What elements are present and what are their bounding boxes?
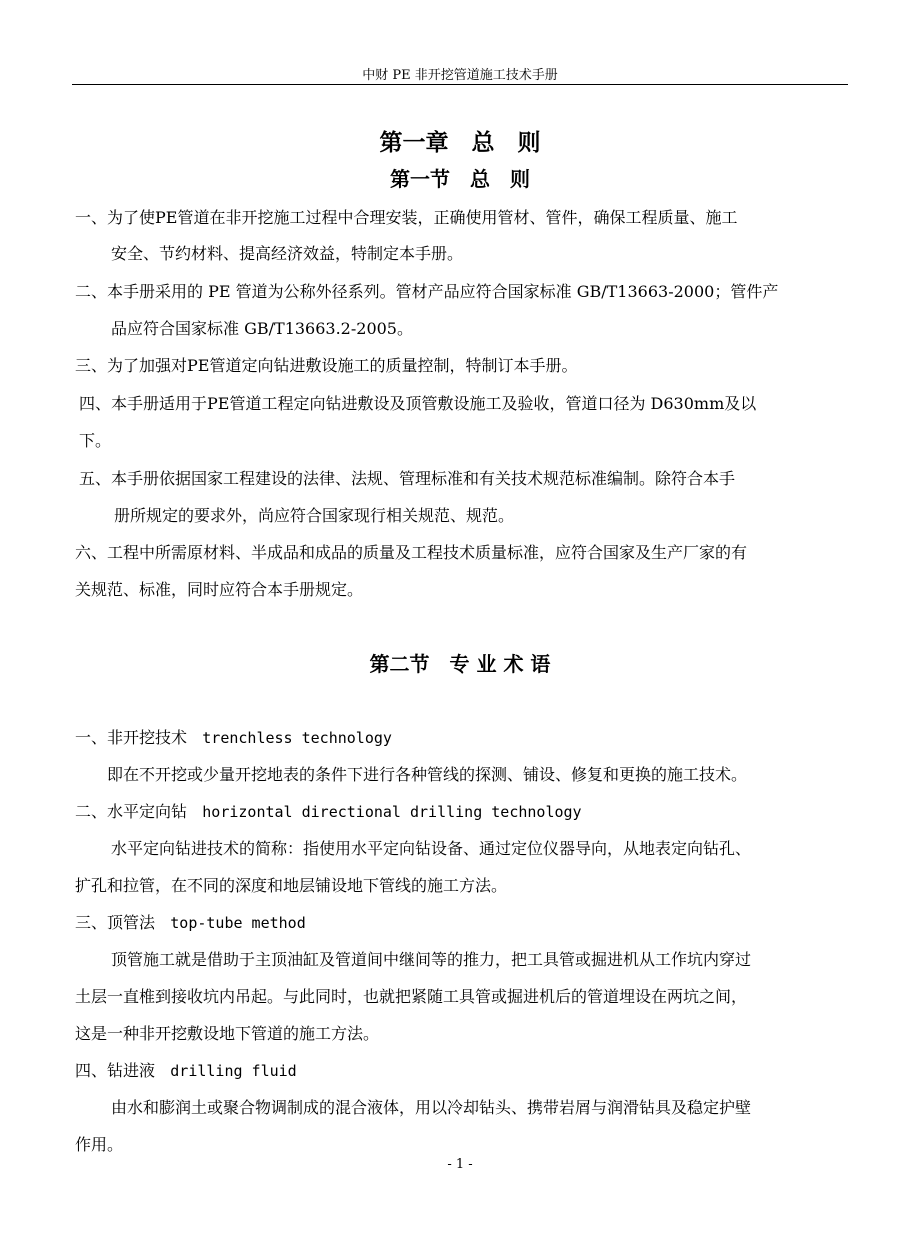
term-3-def-3: 这是一种非开挖敷设地下管道的施工方法。 [75,1024,380,1043]
term-4-def-1: 由水和膨润土或聚合物调制成的混合液体，用以冷却钻头、携带岩屑与润滑钻具及稳定护壁 [111,1098,752,1117]
s1-line-9: 册所规定的要求外，尚应符合国家现行相关规范、规范。 [114,506,515,525]
s1-line-7: 下。 [79,431,112,450]
term-2-heading [75,799,582,822]
term-2-label: 二、水平定向钻 [75,802,188,821]
header-rule [72,84,848,85]
term-3-english: top-tube method [170,914,306,932]
term-4-heading [75,1058,297,1081]
s1-line-5: 三、为了加强对PE管道定向钻进敷设施工的质量控制，特制订本手册。 [75,356,578,375]
term-1-label: 一、非开挖技术 [75,728,188,747]
s1-line-11: 关规范、标准，同时应符合本手册规定。 [75,580,364,599]
s1-line-1: 一、为了使PE管道在非开挖施工过程中合理安装，正确使用管材、管件，确保工程质量、施工 [75,208,738,227]
term-1-english: trenchless technology [202,729,392,747]
term-1-heading [75,725,392,748]
term-4-label: 四、钻进液 [75,1061,156,1080]
term-4-english: drilling fluid [170,1062,297,1080]
term-1-def-1: 即在不开挖或少量开挖地表的条件下进行各种管线的探测、铺设、修复和更换的施工技术。 [107,765,748,784]
page-number: - 1 - [447,1157,473,1172]
term-3-def-2: 土层一直椎到接收坑内吊起。与此同时，也就把紧随工具管或掘进机后的管道埋设在两坑之间， [75,987,748,1006]
term-3-heading [75,910,306,933]
s1-line-10: 六、工程中所需原材料、半成品和成品的质量及工程技术质量标准，应符合国家及生产厂家的有 [75,543,748,562]
chapter-title: 第一章 总 则 [379,129,541,156]
term-2-english: horizontal directional drilling technology [202,803,582,821]
s1-line-2: 安全、节约材料、提高经济效益，特制定本手册。 [111,244,464,263]
s1-line-3: 二、本手册采用的 PE 管道为公称外径系列。管材产品应符合国家标准 GB/T13663-2000；管件产 [75,282,779,301]
term-3-label: 三、顶管法 [75,913,156,932]
running-header: 中财 PE 非开挖管道施工技术手册 [362,68,558,83]
term-4-def-2: 作用。 [75,1135,124,1154]
term-2-def-1: 水平定向钻进技术的简称：指使用水平定向钻设备、通过定位仪器导向，从地表定向钻孔、 [111,839,752,858]
s1-line-8: 五、本手册依据国家工程建设的法律、法规、管理标准和有关技术规范标准编制。除符合本手 [79,469,736,488]
s1-line-6: 四、本手册适用于PE管道工程定向钻进敷设及顶管敷设施工及验收，管道口径为 D630mm及以 [79,394,757,413]
term-2-def-2: 扩孔和拉管，在不同的深度和地层铺设地下管线的施工方法。 [75,876,508,895]
term-3-def-1: 顶管施工就是借助于主顶油缸及管道间中继间等的推力，把工具管或掘进机从工作坑内穿过 [111,950,752,969]
section2-title: 第二节 专 业 术 语 [369,652,551,676]
section1-title: 第一节 总 则 [390,167,530,191]
s1-line-4: 品应符合国家标准 GB/T13663.2-2005。 [111,319,413,338]
